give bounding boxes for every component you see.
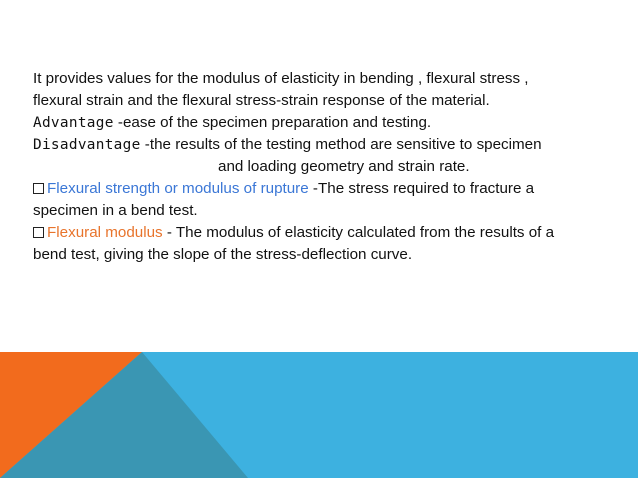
disadvantage-keyword: Disadvantage (33, 137, 141, 153)
intro-line-2: flexural strain and the flexural stress-strain response of the material. (33, 92, 490, 109)
flexural-strength-separator: - (308, 180, 318, 197)
decorative-bottom-band (0, 352, 638, 478)
flexural-strength-term: Flexural strength or modulus of rupture (47, 180, 309, 197)
checkbox-bullet-icon (33, 227, 44, 238)
advantage-text: -ease of the specimen preparation and testing. (113, 114, 432, 131)
bullet-flexural-strength (33, 178, 623, 222)
disadvantage-line (33, 134, 623, 156)
flexural-modulus-term: Flexural modulus (47, 224, 163, 241)
bullet-flexural-modulus (33, 222, 623, 266)
flexural-modulus-def-line-1: The modulus of elasticity calculated from the results of a (175, 224, 555, 241)
disadvantage-text: -the results of the testing method are sensitive to specimen (140, 136, 542, 153)
flexural-modulus-separator: - (162, 224, 176, 241)
slide-body (33, 68, 623, 266)
checkbox-bullet-icon (33, 183, 44, 194)
flexural-modulus-def-line-2: bend test, giving the slope of the stress-deflection curve. (33, 246, 413, 263)
intro-line-1: It provides values for the modulus of elasticity in bending , flexural stress , (33, 70, 529, 87)
advantage-keyword: Advantage (33, 115, 114, 131)
flexural-strength-def-line-2: specimen in a bend test. (33, 202, 198, 219)
disadvantage-continuation: and loading geometry and strain rate. (218, 158, 470, 175)
flexural-strength-def-line-1: The stress required to fracture a (317, 180, 535, 197)
intro-paragraph (33, 68, 623, 112)
advantage-line (33, 112, 623, 134)
